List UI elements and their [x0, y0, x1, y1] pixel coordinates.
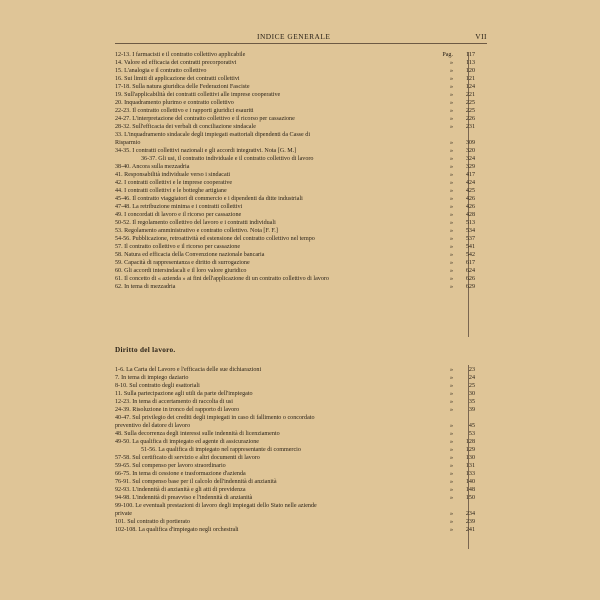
toc-entry: 16. Sui limiti di applicazione dei contratti collettivi » 121: [115, 76, 475, 82]
toc-entry: 49. I concordati di lavoro e il ricorso per cassazione » 428: [115, 212, 475, 218]
toc-entry: 94-98. L'indennità di preavviso e l'indennità di anzianità » 150: [115, 495, 475, 501]
toc-entry: 40-47. Sul privilegio dei crediti degli impiegati in caso di fallimento o concordato: [115, 415, 315, 421]
toc-entry: 8-10. Sul contratto degli esattoriali » 25: [115, 383, 475, 389]
toc-entry: [115, 315, 475, 323]
section-heading: Diritto del lavoro.: [115, 346, 176, 354]
toc-entry: 42. I contratti collettivi e le imprese cooperative » 424: [115, 180, 475, 186]
toc-entry: 48. Sulla decorrenza degli interessi sulle indennità di licenziamento » 53: [115, 431, 475, 437]
toc-entry: 1-6. La Carta del Lavoro e l'efficacia delle sue dichiarazioni » 23: [115, 367, 475, 373]
toc-entry: [115, 307, 475, 315]
toc-entry: 38-40. Ancora sulla mezzadria » 329: [115, 164, 475, 170]
toc-entry-continuation: 36-37. Gli usi, il contratto individuale e il contratto collettivo di lavoro » 324: [141, 156, 475, 162]
toc-entry: 34-35. I contratti collettivi nazionali e gli accordi integrativi. Nota [G. M.] » 320: [115, 148, 475, 154]
toc-entry: 17-18. Sulla natura giuridica delle Federazioni Fasciste » 124: [115, 84, 475, 90]
toc-entry: 20. Inquadramento plurimo e contratto collettivo » 225: [115, 100, 475, 106]
toc-entry: [115, 542, 475, 550]
toc-entry: 12-13. I farmacisti e il contratto collettivo applicabile Pag. 117: [115, 52, 475, 58]
toc-entry: 61. Il concetto di « azienda » ai fini dell'applicazione di un contratto collettivo di lavoro » 626: [115, 276, 475, 282]
toc-entry: 54-56. Pubblicazione, retroattività ed estensione del contratto collettivo nel tempo » 537: [115, 236, 475, 242]
toc-entry: 62. In tema di mezzadria » 629: [115, 284, 475, 290]
toc-entry: private » 234: [115, 511, 475, 517]
toc-entry: 19. Sull'applicabilità dei contratti collettivi alle imprese cooperative » 221: [115, 92, 475, 98]
toc-entry: 102-108. La qualifica d'impiegato negli orchestrali » 241: [115, 527, 475, 533]
toc-entry: 47-48. La retribuzione minima e i contratti collettivi » 426: [115, 204, 475, 210]
toc-entry: 11. Sulla partecipazione agli utili da parte dell'impiegato » 30: [115, 391, 475, 397]
toc-entry: 49-50. La qualifica di impiegato ed agente di assicurazione » 128: [115, 439, 475, 445]
toc-entry: 14. Valore ed efficacia dei contratti precorporativi » 113: [115, 60, 475, 66]
toc-entry: 22-23. Il contratto collettivo e i rapporti giuridici esauriti » 225: [115, 108, 475, 114]
toc-entry-continuation: [115, 534, 475, 542]
toc-entry: 53. Regolamento amministrativo e contratto collettivo. Nota [F. F.] » 534: [115, 228, 475, 234]
running-title: INDICE GENERALE: [257, 32, 331, 41]
toc-entry: [115, 550, 475, 558]
toc-entry: 66-75. In tema di cessione e trasformazione d'azienda » 133: [115, 471, 475, 477]
toc-entry: preventivo del datore di lavoro » 45: [115, 423, 475, 429]
toc-entry: 41. Responsabilità individuale verso i sindacati » 417: [115, 172, 475, 178]
toc-entry: 45-46. Il contratto viaggiatori di commercio e i dipendenti da ditte industriali » 426: [115, 196, 475, 202]
toc-entry: [115, 291, 475, 299]
toc-entry: [115, 299, 475, 307]
toc-entry: 24-39. Risoluzione in tronco del rapporto di lavoro » 39: [115, 407, 475, 413]
toc-entry: 58. Natura ed efficacia della Convenzione nazionale bancaria » 542: [115, 252, 475, 258]
toc-entry: 33. L'inquadramento sindacale degli impiegati esattoriali dipendenti da Casse di: [115, 132, 311, 138]
toc-entry: 57-58. Sul certificato di servizio e altri documenti di lavoro » 130: [115, 455, 475, 461]
toc-entry: 101. Sul contratto di portierato » 239: [115, 519, 475, 525]
toc-entry: 92-93. L'indennità di anzianità e gli atti di previdenza » 148: [115, 487, 475, 493]
toc-entry: 12-23. In tema di accertamento di raccolta di usi » 35: [115, 399, 475, 405]
toc-entry: 7. In tema di impiego daziario » 24: [115, 375, 475, 381]
toc-entry: 28-32. Sull'efficacia dei verbali di conciliazione sindacale » 231: [115, 124, 475, 130]
toc-entry: [115, 323, 475, 331]
header-rule: [115, 43, 487, 44]
toc-entry-continuation: 51-56. La qualifica di impiegato nel rappresentante di commercio » 129: [141, 447, 475, 453]
toc-entry: 76-91. Sul compenso base per il calcolo dell'indennità di anzianità » 140: [115, 479, 475, 485]
page-number: VII: [475, 32, 487, 41]
toc-entry: 24-27. L'interpretazione del contratto collettivo e il ricorso per cassazione » 226: [115, 116, 475, 122]
toc-entry: 15. L'analogia e il contratto collettivo » 120: [115, 68, 475, 74]
toc-entry: 60. Gli accordi intersindacali e il loro valore giuridico » 624: [115, 268, 475, 274]
toc-entry: 50-52. Il regolamento collettivo del lavoro e i contratti individuali » 513: [115, 220, 475, 226]
toc-entry: 59. Capacità di rappresentanza e diritto di surrogazione » 617: [115, 260, 475, 266]
toc-entry: 44. I contratti collettivi e le botteghe artigiane » 425: [115, 188, 475, 194]
toc-entry: Risparmio » 309: [115, 140, 475, 146]
toc-entry: [115, 331, 475, 339]
toc-entry: 57. Il contratto collettivo e il ricorso per cassazione » 541: [115, 244, 475, 250]
toc-entry: 99-100. Le eventuali prestazioni di lavoro degli impiegati dello Stato nelle aziende: [115, 503, 317, 509]
toc-entry: 59-65. Sul compenso per lavoro straordinario » 131: [115, 463, 475, 469]
